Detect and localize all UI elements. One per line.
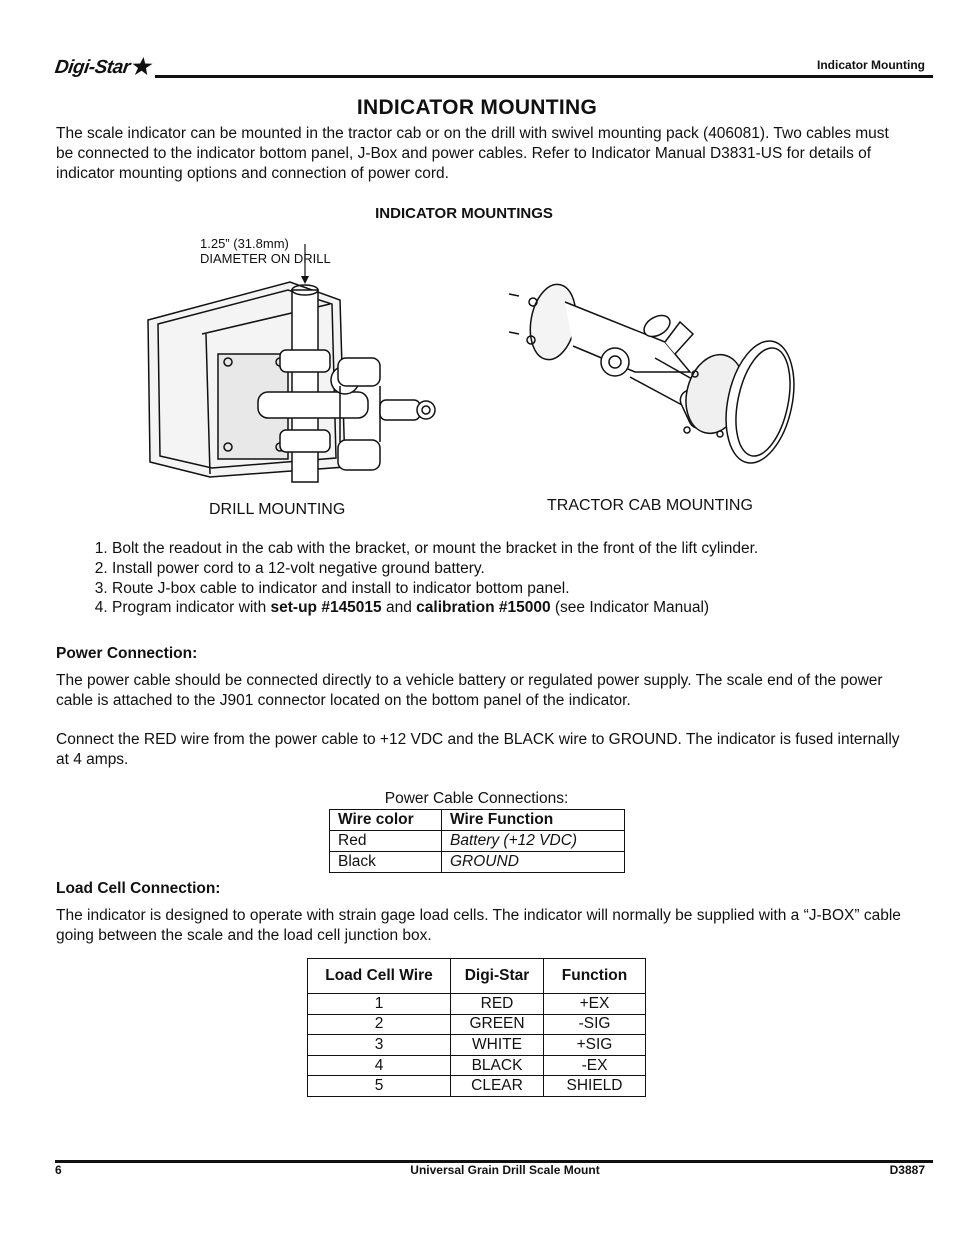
power-cable-table [329,809,625,873]
wire-color-cell: Red [330,831,442,852]
table-row [330,831,625,852]
wire-function-cell: +EX [544,994,646,1015]
wire-number-cell: 5 [308,1076,451,1097]
footer-page-number: 6 [55,1163,62,1177]
figure-heading: INDICATOR MOUNTINGS [375,205,553,222]
table-row [330,852,625,873]
wire-function-cell: -SIG [544,1014,646,1035]
column-header: Wire Function [442,810,625,831]
header-section-title: Indicator Mounting [817,58,925,72]
table-row [308,994,646,1015]
calibration-code: calibration #15000 [416,599,551,617]
callout-line-2: DIAMETER ON DRILL [200,251,331,266]
star-icon [131,57,154,75]
digi-star-logo [53,57,154,79]
tractor-cab-illustration [515,262,800,472]
wire-color-cell: Black [330,852,442,873]
table-row [308,1035,646,1056]
setup-code: set-up #145015 [270,599,382,617]
power-paragraph-2: Connect the RED wire from the power cable to +12 VDC and the BLACK wire to GROUND. The indicator is fused internally at 4 amps. [56,731,900,768]
table-header-row [308,959,646,994]
column-header: Wire color [330,810,442,831]
wire-function-cell: SHIELD [544,1076,646,1097]
table-header-row [330,810,625,831]
wire-number-cell: 1 [308,994,451,1015]
load-cell-heading: Load Cell Connection: [56,880,221,897]
wire-color-cell: RED [451,994,544,1015]
instruction-steps [56,539,932,618]
power-connection-heading: Power Connection: [56,645,198,662]
logo-text: Digi-Star [53,57,132,78]
wire-color-cell: WHITE [451,1035,544,1056]
load-cell-table [307,958,646,1097]
table-row [308,1055,646,1076]
column-header: Digi-Star [451,959,544,994]
step-text: Program indicator with [112,599,271,617]
list-item [112,559,932,579]
wire-function-cell: +SIG [544,1035,646,1056]
wire-function-cell: -EX [544,1055,646,1076]
wire-color-cell: CLEAR [451,1076,544,1097]
wire-function-cell: GROUND [442,852,625,873]
drill-mounting-caption: DRILL MOUNTING [209,501,346,518]
tractor-cab-caption: TRACTOR CAB MOUNTING [547,497,753,514]
header-rule [155,75,933,78]
wire-number-cell: 2 [308,1014,451,1035]
drill-mounting-illustration [140,262,450,482]
step-text: Install power cord to a 12-volt negative ground battery. [112,559,485,577]
intro-paragraph: The scale indicator can be mounted in the tractor cab or on the drill with swivel mounting pack (406081). Two cables must be connected to the indicator bottom panel, J-Box and power cables. Refer to Indicator Manual D3831-US for details of indicator mounting options and connection of power cord. [56,125,889,182]
table-row [308,1076,646,1097]
wire-number-cell: 4 [308,1055,451,1076]
column-header: Load Cell Wire [308,959,451,994]
step-text: and [381,599,417,617]
footer-doc-number: D3887 [889,1163,925,1177]
list-item [112,539,932,559]
list-item [112,598,932,618]
load-cell-paragraph: The indicator is designed to operate with strain gage load cells. The indicator will normally be supplied with a “J-BOX” cable going between the scale and the load cell junction box. [56,907,901,944]
wire-color-cell: GREEN [451,1014,544,1035]
step-text: Bolt the readout in the cab with the bracket, or mount the bracket in the front of the lift cylinder. [112,540,759,557]
callout-line-1: 1.25” (31.8mm) [200,236,289,251]
page-title: INDICATOR MOUNTING [356,96,598,119]
step-text: Route J-box cable to indicator and install to indicator bottom panel. [112,579,570,597]
power-table-caption: Power Cable Connections: [384,790,569,807]
list-item [112,579,932,599]
wire-function-cell: Battery (+12 VDC) [442,831,625,852]
column-header: Function [544,959,646,994]
footer-title: Universal Grain Drill Scale Mount [410,1163,600,1177]
step-text: (see Indicator Manual) [550,599,710,617]
table-row [308,1014,646,1035]
power-paragraph-1: The power cable should be connected directly to a vehicle battery or regulated power supply. The scale end of the power cable is attached to the J901 connector located on the bottom panel of the indicator. [56,672,883,709]
wire-number-cell: 3 [308,1035,451,1056]
wire-color-cell: BLACK [451,1055,544,1076]
